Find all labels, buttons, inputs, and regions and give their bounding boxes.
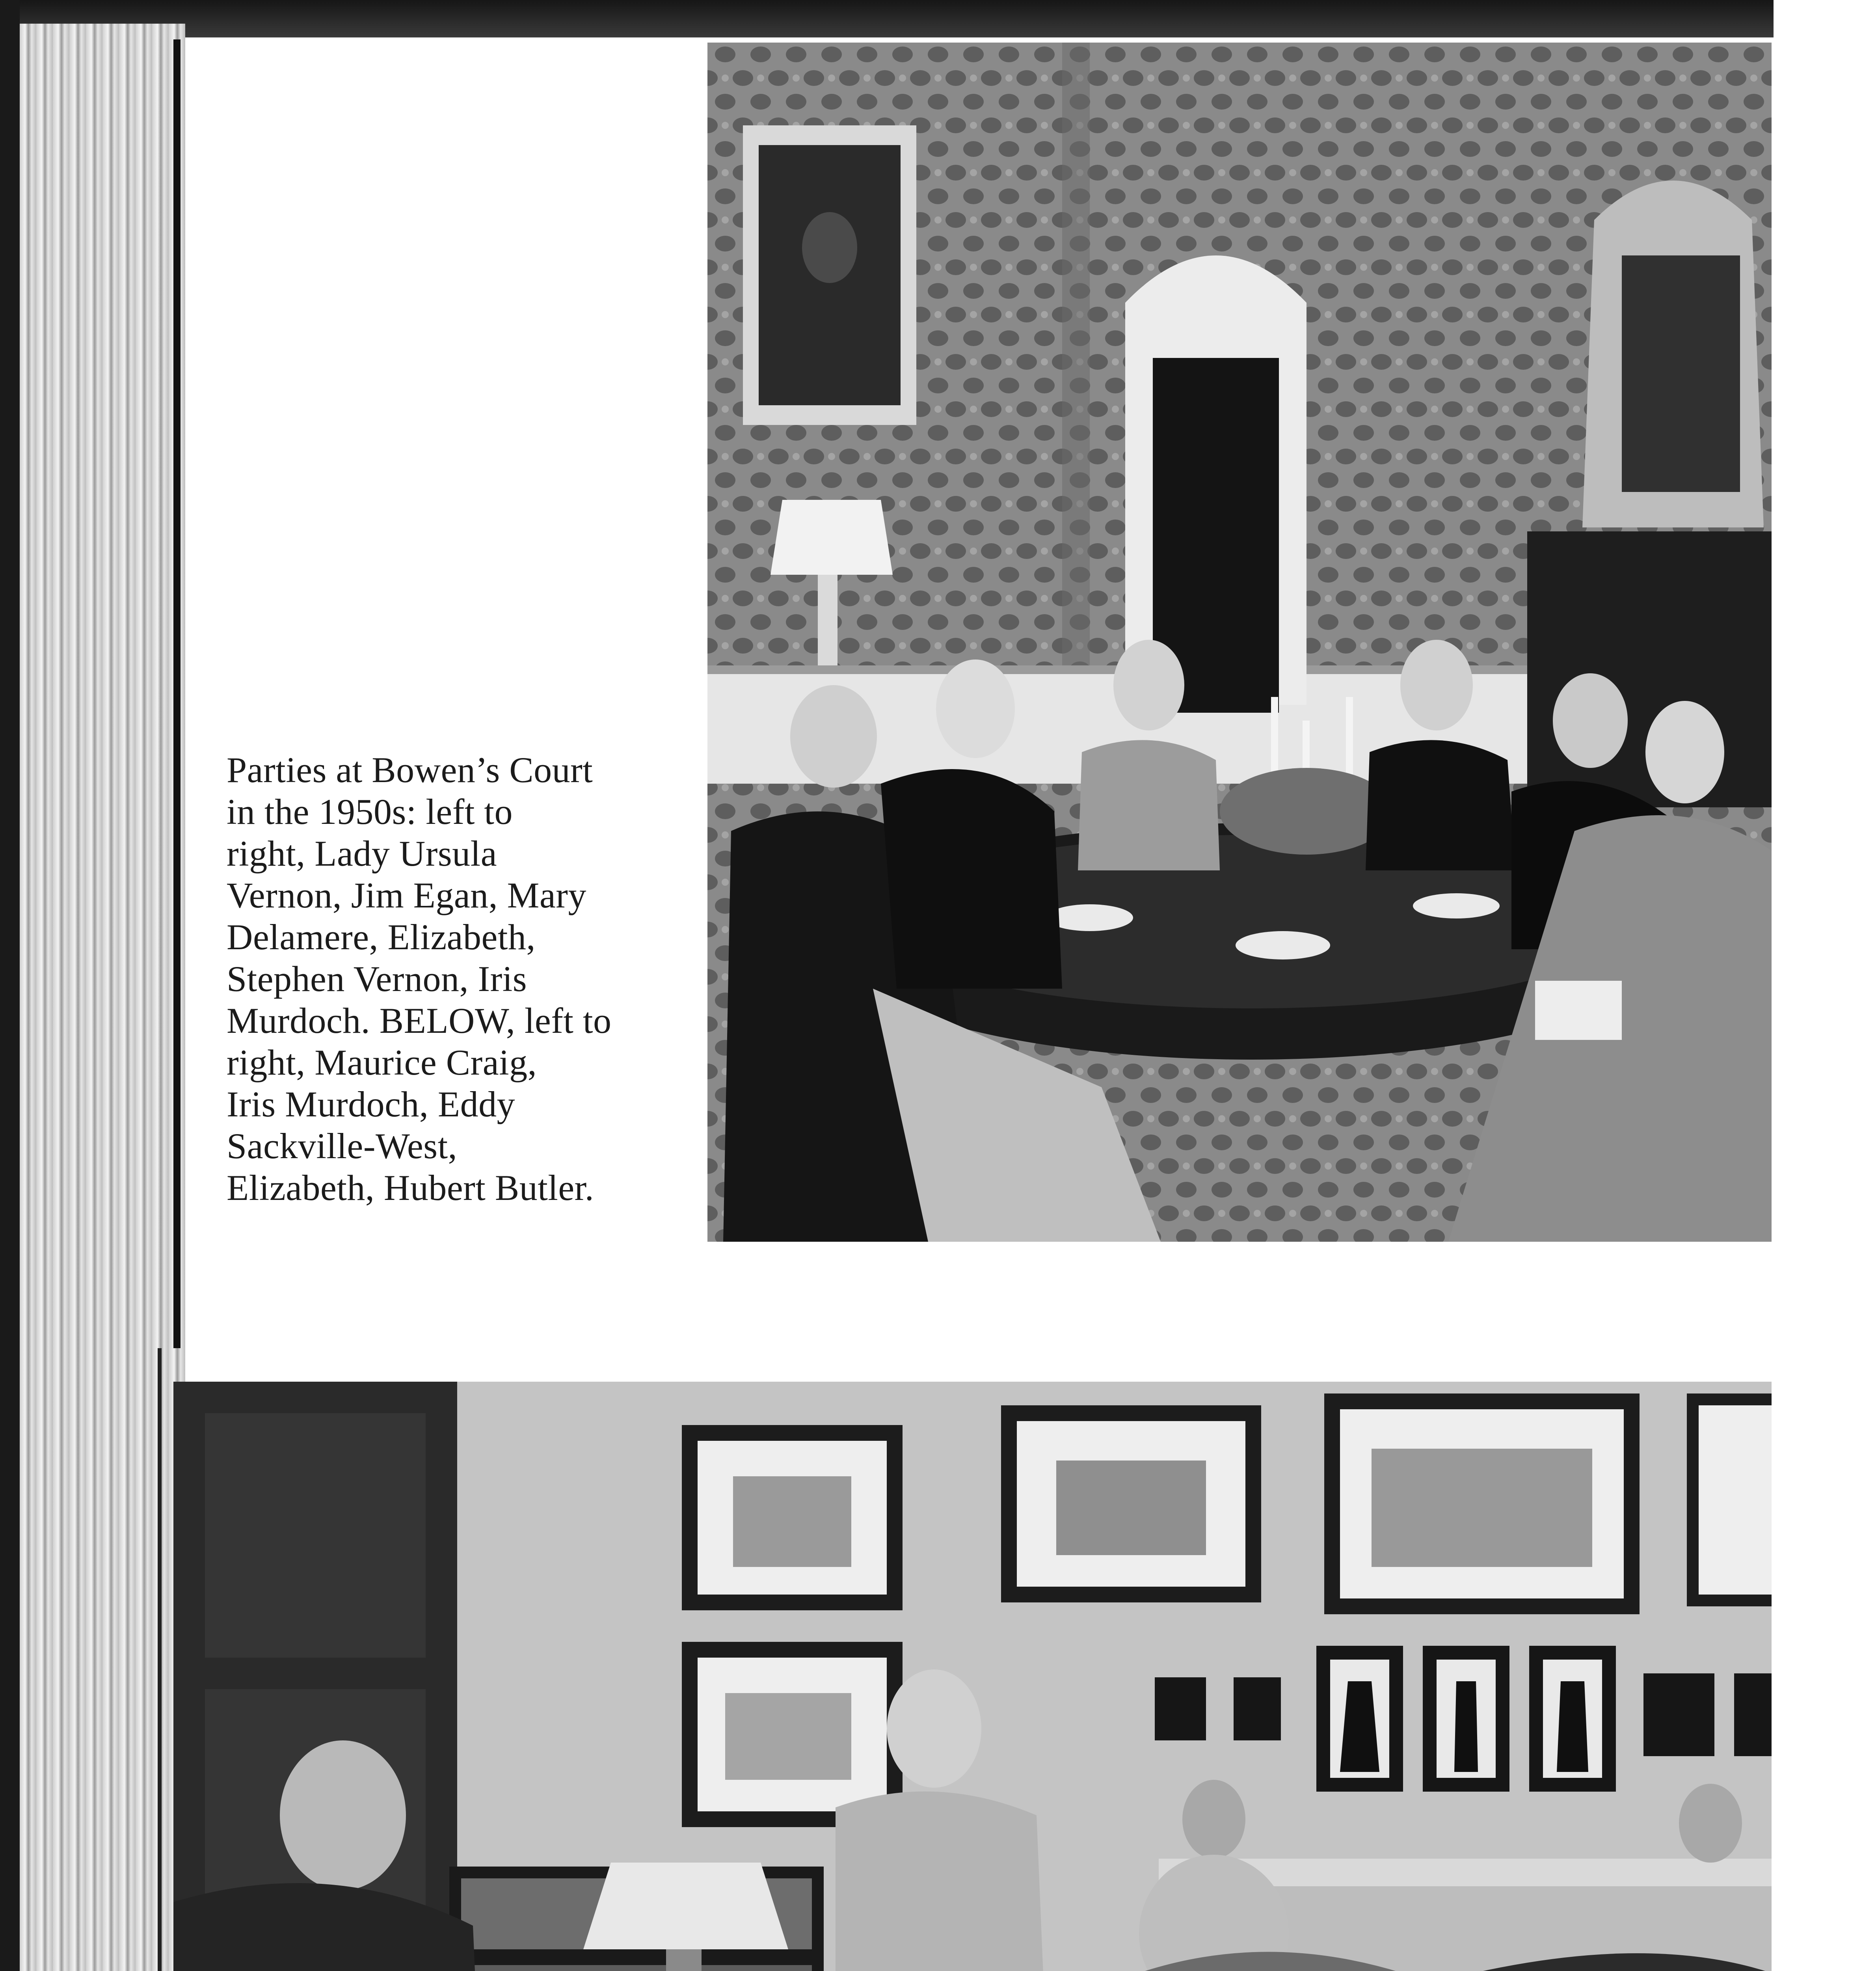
drawing-room-photo-image bbox=[173, 1382, 1772, 1971]
scan-border-right bbox=[1774, 0, 1876, 1971]
drawing-room-photo bbox=[173, 1382, 1772, 1971]
gutter-shadow-lower bbox=[158, 1348, 162, 1971]
gutter-shadow bbox=[173, 39, 181, 1348]
scan-border-top bbox=[0, 0, 1876, 37]
photo-caption: Parties at Bowen’s Court in the 1950s: left to right, Lady Ursula Vernon, Jim Egan, Mary Delamere, Elizabeth, Stephen Vernon, Iris Murdoch. BELOW, left to right, Maurice Craig, Iris Murdoch, Eddy Sackville-West, Elizabeth, Hubert Butler. bbox=[227, 750, 612, 1208]
scan-border-left bbox=[0, 0, 20, 1971]
dining-room-photo-image bbox=[707, 43, 1772, 1242]
dining-room-photo bbox=[707, 43, 1772, 1242]
